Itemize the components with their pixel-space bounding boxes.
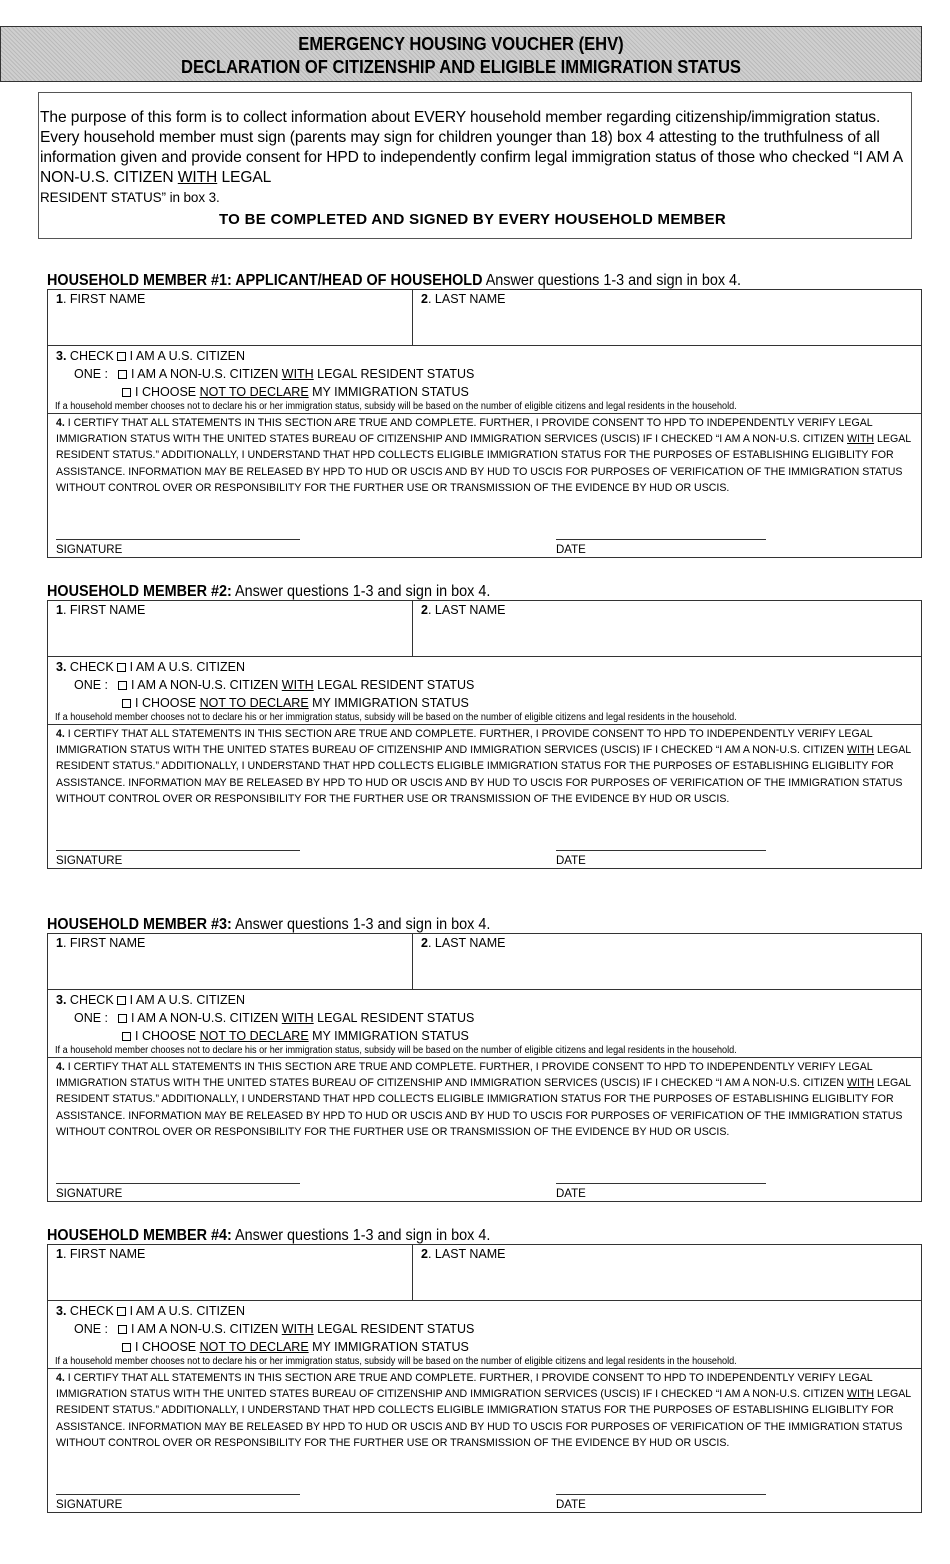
name-row [48, 290, 921, 346]
certification-text: 4. I CERTIFY THAT ALL STATEMENTS IN THIS SECTION ARE TRUE AND COMPLETE. FURTHER, I PROVIDE CONSENT TO HPD TO INDEPENDENTLY VERIFY LEGAL IMMIGRATION STATUS WITH THE UNITED STATES BUREAU OF CITIZENSHIP AND IMMIGRATION SERVICES (USCIS) IF I CHECKED “I AM A NON-U.S. CITIZEN WITH LEGAL RESIDENT STATUS.” ADDITIONALLY, I UNDERSTAND THAT HPD COLLECTS ELIGIBLE IMMIGRATION STATUS FOR THE PURPOSES OF ESTABLISHING ELIGIBLITY FOR ASSISTANCE. INFORMATION MAY BE RELEASED BY HPD TO HUD OR USCIS AND BY HUD TO USCIS FOR PURPOSES OF VERIFICATION OF THE IMMIGRATION STATUS WITHOUT CONTROL OVER OR RESPONSIBILITY FOR THE FURTHER USE OR TRANSMISSION OF THE EVIDENCE BY HUD OR USCIS. [56, 728, 911, 805]
name-row [48, 934, 921, 990]
first-name-field[interactable]: 1. FIRST NAME [48, 934, 413, 989]
last-name-field[interactable]: 2. LAST NAME [421, 1247, 506, 1261]
immigration-status-section [48, 346, 921, 414]
status-line-not-declare: I CHOOSE NOT TO DECLARE MY IMMIGRATION STATUS [56, 383, 913, 401]
checkbox-not-declare[interactable] [122, 1032, 131, 1041]
status-line-noncitizen: ONE : I AM A NON-U.S. CITIZEN WITH LEGAL RESIDENT STATUS [74, 367, 475, 381]
certification-section [48, 725, 921, 868]
purpose-text: The purpose of this form is to collect information about EVERY household member regarding citizenship/immigration status. Every household member must sign (parents may sign for children younger than 18) box 4 attesting to the truthfulness of all information given and provide consent for HPD to independently confirm legal immigration status of those who checked “I AM A NON-U.S. CITIZEN WITH LEGAL RESIDENT STATUS” in box 3. [40, 109, 903, 205]
member-form-table [47, 600, 922, 869]
purpose-box [38, 92, 912, 239]
signature-label: SIGNATURE [56, 1188, 123, 1200]
immigration-status-section [48, 657, 921, 725]
checkbox-citizen[interactable] [117, 1307, 126, 1316]
checkbox-citizen[interactable] [117, 663, 126, 672]
first-name-field[interactable]: 1. FIRST NAME [48, 1245, 413, 1300]
signature-line[interactable] [56, 1183, 300, 1184]
member-heading: HOUSEHOLD MEMBER #2: Answer questions 1-3 and sign in box 4. [47, 583, 491, 600]
certification-section [48, 1369, 921, 1512]
status-line-citizen: 3. CHECK I AM A U.S. CITIZEN [56, 993, 245, 1007]
checkbox-noncitizen-legal-resident[interactable] [118, 681, 127, 690]
immigration-status-section [48, 990, 921, 1058]
immigration-status-section [48, 1301, 921, 1369]
household-member-2 [47, 582, 922, 869]
checkbox-noncitizen-legal-resident[interactable] [118, 370, 127, 379]
certification-section [48, 1058, 921, 1201]
checkbox-citizen[interactable] [117, 352, 126, 361]
household-member-4 [47, 1226, 922, 1513]
status-line-citizen: 3. CHECK I AM A U.S. CITIZEN [56, 660, 245, 674]
status-note: If a household member chooses not to declare his or her immigration status, subsidy will be based on the number of eligible citizens and legal residents in the household. [55, 712, 737, 723]
status-line-noncitizen: ONE : I AM A NON-U.S. CITIZEN WITH LEGAL RESIDENT STATUS [74, 678, 475, 692]
date-label: DATE [556, 1499, 586, 1511]
signature-line[interactable] [56, 539, 300, 540]
household-member-3 [47, 915, 922, 1202]
member-form-table [47, 933, 922, 1202]
name-row [48, 601, 921, 657]
certification-text: 4. I CERTIFY THAT ALL STATEMENTS IN THIS SECTION ARE TRUE AND COMPLETE. FURTHER, I PROVIDE CONSENT TO HPD TO INDEPENDENTLY VERIFY LEGAL IMMIGRATION STATUS WITH THE UNITED STATES BUREAU OF CITIZENSHIP AND IMMIGRATION SERVICES (USCIS) IF I CHECKED “I AM A NON-U.S. CITIZEN WITH LEGAL RESIDENT STATUS.” ADDITIONALLY, I UNDERSTAND THAT HPD COLLECTS ELIGIBLE IMMIGRATION STATUS FOR THE PURPOSES OF ESTABLISHING ELIGIBLITY FOR ASSISTANCE. INFORMATION MAY BE RELEASED BY HPD TO HUD OR USCIS AND BY HUD TO USCIS FOR PURPOSES OF VERIFICATION OF THE IMMIGRATION STATUS WITHOUT CONTROL OVER OR RESPONSIBILITY FOR THE FURTHER USE OR TRANSMISSION OF THE EVIDENCE BY HUD OR USCIS. [56, 417, 911, 494]
member-heading: HOUSEHOLD MEMBER #3: Answer questions 1-3 and sign in box 4. [47, 916, 491, 933]
checkbox-noncitizen-legal-resident[interactable] [118, 1014, 127, 1023]
status-note: If a household member chooses not to declare his or her immigration status, subsidy will be based on the number of eligible citizens and legal residents in the household. [55, 401, 737, 412]
status-line-noncitizen: ONE : I AM A NON-U.S. CITIZEN WITH LEGAL RESIDENT STATUS [74, 1322, 475, 1336]
signature-line[interactable] [56, 1494, 300, 1495]
checkbox-citizen[interactable] [117, 996, 126, 1005]
certification-text: 4. I CERTIFY THAT ALL STATEMENTS IN THIS SECTION ARE TRUE AND COMPLETE. FURTHER, I PROVIDE CONSENT TO HPD TO INDEPENDENTLY VERIFY LEGAL IMMIGRATION STATUS WITH THE UNITED STATES BUREAU OF CITIZENSHIP AND IMMIGRATION SERVICES (USCIS) IF I CHECKED “I AM A NON-U.S. CITIZEN WITH LEGAL RESIDENT STATUS.” ADDITIONALLY, I UNDERSTAND THAT HPD COLLECTS ELIGIBLE IMMIGRATION STATUS FOR THE PURPOSES OF ESTABLISHING ELIGIBLITY FOR ASSISTANCE. INFORMATION MAY BE RELEASED BY HPD TO HUD OR USCIS AND BY HUD TO USCIS FOR PURPOSES OF VERIFICATION OF THE IMMIGRATION STATUS WITHOUT CONTROL OVER OR RESPONSIBILITY FOR THE FURTHER USE OR TRANSMISSION OF THE EVIDENCE BY HUD OR USCIS. [56, 1372, 911, 1449]
certification-text: 4. I CERTIFY THAT ALL STATEMENTS IN THIS SECTION ARE TRUE AND COMPLETE. FURTHER, I PROVIDE CONSENT TO HPD TO INDEPENDENTLY VERIFY LEGAL IMMIGRATION STATUS WITH THE UNITED STATES BUREAU OF CITIZENSHIP AND IMMIGRATION SERVICES (USCIS) IF I CHECKED “I AM A NON-U.S. CITIZEN WITH LEGAL RESIDENT STATUS.” ADDITIONALLY, I UNDERSTAND THAT HPD COLLECTS ELIGIBLE IMMIGRATION STATUS FOR THE PURPOSES OF ESTABLISHING ELIGIBLITY FOR ASSISTANCE. INFORMATION MAY BE RELEASED BY HPD TO HUD OR USCIS AND BY HUD TO USCIS FOR PURPOSES OF VERIFICATION OF THE IMMIGRATION STATUS WITHOUT CONTROL OVER OR RESPONSIBILITY FOR THE FURTHER USE OR TRANSMISSION OF THE EVIDENCE BY HUD OR USCIS. [56, 1061, 911, 1138]
name-row [48, 1245, 921, 1301]
form-title-line2: DECLARATION OF CITIZENSHIP AND ELIGIBLE IMMIGRATION STATUS [181, 57, 741, 77]
status-line-not-declare: I CHOOSE NOT TO DECLARE MY IMMIGRATION STATUS [56, 694, 913, 712]
date-line[interactable] [556, 539, 766, 540]
checkbox-not-declare[interactable] [122, 1343, 131, 1352]
certification-section [48, 414, 921, 557]
date-label: DATE [556, 855, 586, 867]
purpose-instruction: TO BE COMPLETED AND SIGNED BY EVERY HOUSEHOLD MEMBER [218, 211, 727, 228]
status-line-not-declare: I CHOOSE NOT TO DECLARE MY IMMIGRATION STATUS [56, 1027, 913, 1045]
date-label: DATE [556, 544, 586, 556]
signature-label: SIGNATURE [56, 1499, 123, 1511]
status-line-citizen: 3. CHECK I AM A U.S. CITIZEN [56, 349, 245, 363]
status-note: If a household member chooses not to declare his or her immigration status, subsidy will be based on the number of eligible citizens and legal residents in the household. [55, 1356, 737, 1367]
status-line-citizen: 3. CHECK I AM A U.S. CITIZEN [56, 1304, 245, 1318]
date-line[interactable] [556, 1183, 766, 1184]
status-line-noncitizen: ONE : I AM A NON-U.S. CITIZEN WITH LEGAL RESIDENT STATUS [74, 1011, 475, 1025]
last-name-field[interactable]: 2. LAST NAME [421, 292, 506, 306]
first-name-field[interactable]: 1. FIRST NAME [48, 290, 413, 345]
checkbox-not-declare[interactable] [122, 388, 131, 397]
date-line[interactable] [556, 1494, 766, 1495]
status-note: If a household member chooses not to declare his or her immigration status, subsidy will be based on the number of eligible citizens and legal residents in the household. [55, 1045, 737, 1056]
form-title-line1: EMERGENCY HOUSING VOUCHER (EHV) [298, 34, 624, 54]
date-label: DATE [556, 1188, 586, 1200]
last-name-field[interactable]: 2. LAST NAME [421, 936, 506, 950]
member-heading: HOUSEHOLD MEMBER #1: APPLICANT/HEAD OF HOUSEHOLD Answer questions 1-3 and sign in box 4. [47, 272, 742, 289]
checkbox-not-declare[interactable] [122, 699, 131, 708]
member-heading: HOUSEHOLD MEMBER #4: Answer questions 1-3 and sign in box 4. [47, 1227, 491, 1244]
member-form-table [47, 289, 922, 558]
status-line-not-declare: I CHOOSE NOT TO DECLARE MY IMMIGRATION STATUS [56, 1338, 913, 1356]
last-name-field[interactable]: 2. LAST NAME [421, 603, 506, 617]
member-form-table [47, 1244, 922, 1513]
signature-label: SIGNATURE [56, 544, 123, 556]
signature-line[interactable] [56, 850, 300, 851]
household-member-1 [47, 271, 922, 558]
date-line[interactable] [556, 850, 766, 851]
form-title-bar [0, 26, 922, 82]
checkbox-noncitizen-legal-resident[interactable] [118, 1325, 127, 1334]
signature-label: SIGNATURE [56, 855, 123, 867]
first-name-field[interactable]: 1. FIRST NAME [48, 601, 413, 656]
